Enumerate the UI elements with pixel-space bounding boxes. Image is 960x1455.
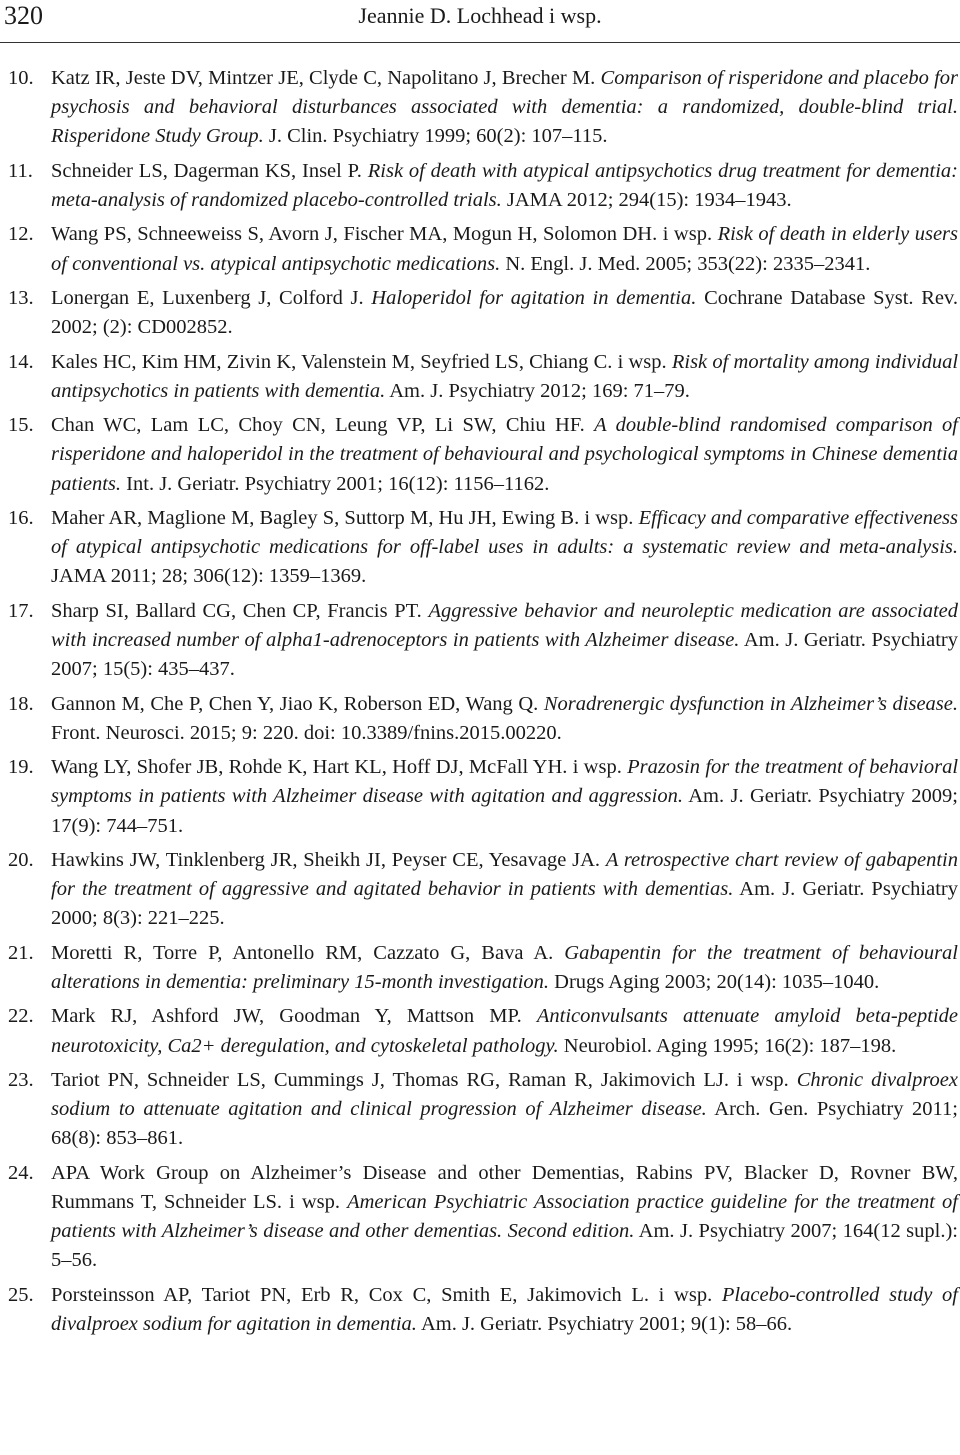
reference-number: 10. (8, 67, 34, 89)
reference-authors: Gannon M, Che P, Chen Y, Jiao K, Roberson ED, Wang Q. (51, 692, 539, 715)
reference-title: A retrospective chart review of gabapentin for the treatment of aggressive and agitated behavior in patients with dementias. (51, 848, 958, 901)
reference-authors: Katz IR, Jeste DV, Mintzer JE, Clyde C, Napolitano J, Brecher M. (51, 67, 596, 89)
reference-source: Cochrane Database Syst. Rev. 2002; (2): CD002852. (51, 286, 959, 339)
reference-item (0, 1002, 960, 1060)
reference-title: Comparison of risperidone and placebo for psychosis and behavioral disturbances associated with dementia: a randomized, double-blind trial. Risperidone Study Group. (51, 67, 959, 148)
reference-authors: APA Work Group on Alzheimer’s Disease and other Dementias, Rabins PV, Blacker D, Rovner BW, Rummans T, Schneider LS. i wsp. (51, 1161, 958, 1213)
reference-number: 13. (8, 286, 34, 309)
reference-source: Am. J. Geriatr. Psychiatry 2007; 15(5): 435–437. (51, 628, 958, 681)
reference-title: Prazosin for the treatment of behavioral symptoms in patients with Alzheimer disease with agitation and aggression. (51, 756, 959, 808)
reference-source: J. Clin. Psychiatry 1999; 60(2): 107–115. (268, 125, 608, 148)
reference-authors: Chan WC, Lam LC, Choy CN, Leung VP, Li SW, Chiu HF. (51, 414, 585, 437)
reference-title: Efficacy and comparative effectiveness of atypical antipsychotic medications for off-label uses in adults: a systematic review and meta-analysis. (51, 506, 959, 559)
reference-number: 25. (8, 1283, 34, 1306)
running-head: Jeannie D. Lochhead i wsp. (358, 3, 602, 28)
reference-source: Am. J. Geriatr. Psychiatry 2009; 17(9): 744–751. (51, 785, 958, 837)
reference-item (0, 690, 960, 748)
reference-source: Arch. Gen. Psychiatry 2011; 68(8): 853–861. (51, 1098, 958, 1150)
reference-authors: Mark RJ, Ashford JW, Goodman Y, Mattson MP. (51, 1005, 522, 1028)
reference-number: 19. (8, 756, 34, 779)
reference-number: 15. (8, 414, 34, 437)
reference-number: 20. (8, 848, 34, 871)
reference-authors: Porsteinsson AP, Tariot PN, Erb R, Cox C, Smith E, Jakimovich L. i wsp. (51, 1283, 713, 1306)
reference-number: 22. (8, 1005, 34, 1028)
reference-number: 21. (8, 941, 34, 964)
reference-number: 16. (8, 506, 34, 529)
reference-title: Chronic divalproex sodium to attenuate agitation and clinical progression of Alzheimer disease. (51, 1068, 959, 1121)
reference-number: 24. (8, 1161, 34, 1184)
reference-title: Placebo-controlled study of divalproex sodium for agitation in dementia. (51, 1283, 959, 1335)
reference-title: Risk of death in elderly users of conventional vs. atypical antipsychotic medications. (51, 223, 959, 275)
reference-source: Am. J. Psychiatry 2012; 169: 71–79. (389, 379, 690, 402)
reference-item (0, 939, 960, 997)
reference-number: 17. (8, 599, 34, 622)
reference-item (0, 753, 960, 841)
reference-authors: Wang PS, Schneeweiss S, Avorn J, Fischer MA, Mogun H, Solomon DH. i wsp. (51, 223, 713, 246)
reference-title: American Psychiatric Association practice guideline for the treatment of patients with Alzheimer’s disease and other dementias. Second edition. (51, 1190, 958, 1243)
reference-number: 14. (8, 350, 34, 373)
reference-authors: Tariot PN, Schneider LS, Cummings J, Thomas RG, Raman R, Jakimovich LJ. i wsp. (51, 1068, 789, 1091)
reference-number: 18. (8, 692, 34, 715)
reference-authors: Hawkins JW, Tinklenberg JR, Sheikh JI, Peyser CE, Yesavage JA. (51, 848, 601, 871)
reference-item (0, 597, 960, 685)
reference-source: Am. J. Geriatr. Psychiatry 2001; 9(1): 58–66. (420, 1312, 793, 1335)
reference-source: Am. J. Psychiatry 2007; 164(12 supl.): 5–56. (51, 1220, 959, 1272)
reference-number: 12. (8, 223, 34, 246)
page-header (0, 0, 960, 40)
reference-title: Haloperidol for agitation in dementia. (371, 286, 697, 309)
header-rule (0, 42, 960, 43)
reference-title: Aggressive behavior and neuroleptic medication are associated with increased number of alpha1-adrenoceptors in patients with Alzheimer disease. (51, 599, 958, 651)
reference-title: Anticonvulsants attenuate amyloid beta-peptide neurotoxicity, Ca2+ deregulation, and cytoskeletal pathology. (51, 1005, 959, 1057)
reference-source: N. Engl. J. Med. 2005; 353(22): 2335–2341. (505, 252, 871, 275)
reference-item (0, 284, 960, 342)
reference-item (0, 157, 960, 215)
page-number: 320 (4, 1, 43, 30)
reference-list (0, 64, 960, 1344)
reference-source: Drugs Aging 2003; 20(14): 1035–1040. (554, 970, 880, 993)
reference-number: 23. (8, 1068, 34, 1091)
reference-authors: Wang LY, Shofer JB, Rohde K, Hart KL, Hoff DJ, McFall YH. i wsp. (51, 756, 622, 779)
reference-item (0, 1281, 960, 1339)
reference-item (0, 1159, 960, 1276)
reference-source: JAMA 2011; 28; 306(12): 1359–1369. (51, 565, 367, 588)
reference-item (0, 64, 960, 152)
reference-source: Int. J. Geriatr. Psychiatry 2001; 16(12): 1156–1162. (126, 472, 550, 495)
reference-title: Noradrenergic dysfunction in Alzheimer’s disease. (543, 692, 958, 715)
reference-authors: Lonergan E, Luxenberg J, Colford J. (51, 286, 364, 309)
reference-title: Gabapentin for the treatment of behavioural alterations in dementia: preliminary 15-month investigation. (51, 941, 958, 993)
reference-source: Front. Neurosci. 2015; 9: 220. doi: 10.3389/fnins.2015.00220. (51, 721, 562, 744)
reference-authors: Sharp SI, Ballard CG, Chen CP, Francis PT. (51, 599, 422, 622)
reference-source: Am. J. Geriatr. Psychiatry 2000; 8(3): 221–225. (51, 878, 958, 930)
reference-item (0, 1066, 960, 1154)
reference-item (0, 220, 960, 278)
reference-source: JAMA 2012; 294(15): 1934–1943. (506, 189, 792, 211)
reference-title: Risk of mortality among individual antipsychotics in patients with dementia. (51, 350, 959, 402)
reference-item (0, 348, 960, 406)
reference-number: 11. (8, 159, 33, 182)
reference-item (0, 411, 960, 499)
reference-authors: Schneider LS, Dagerman KS, Insel P. (51, 159, 362, 182)
reference-authors: Kales HC, Kim HM, Zivin K, Valenstein M, Seyfried LS, Chiang C. i wsp. (51, 350, 667, 373)
reference-item (0, 846, 960, 934)
reference-authors: Maher AR, Maglione M, Bagley S, Suttorp M, Hu JH, Ewing B. i wsp. (51, 506, 634, 529)
reference-title: Risk of death with atypical antipsychotics drug treatment for dementia: meta-analysis of randomized placebo-controlled trials. (51, 159, 958, 211)
reference-item (0, 504, 960, 592)
reference-authors: Moretti R, Torre P, Antonello RM, Cazzato G, Bava A. (51, 941, 554, 964)
reference-source: Neurobiol. Aging 1995; 16(2): 187–198. (563, 1034, 897, 1057)
reference-title: A double-blind randomised comparison of risperidone and haloperidol in the treatment of behavioural and psychological symptoms in Chinese dementia patients. (51, 414, 958, 495)
